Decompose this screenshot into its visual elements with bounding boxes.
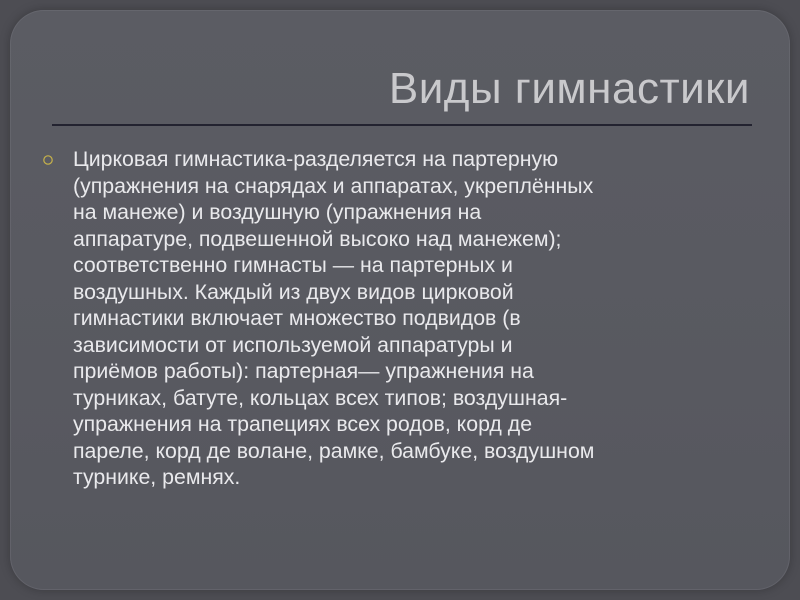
- slide-title: Виды гимнастики: [388, 64, 750, 113]
- bullet-icon: [42, 154, 56, 166]
- title-divider: [52, 124, 752, 126]
- slide-body-text: Цирковая гимнастика-разделяется на партерную (упражнения на снарядах и аппаратах, укреплённых на манеже) и воздушную (упражнения на аппаратуре, подвешенной высоко над манежем); соответственно гимнасты — на партерных и воздушных. Каждый из двух видов цирковой гимнастики включает множество подвидов (в зависимости от используемой аппаратуры и приёмов работы): партерная— упражнения на турниках, батуте, кольцах всех типов; воздушная- упражнения на трапециях всех родов, корд де пареле, корд де волане, рамке, бамбуке, воздушном турнике, ремнях.: [73, 147, 595, 489]
